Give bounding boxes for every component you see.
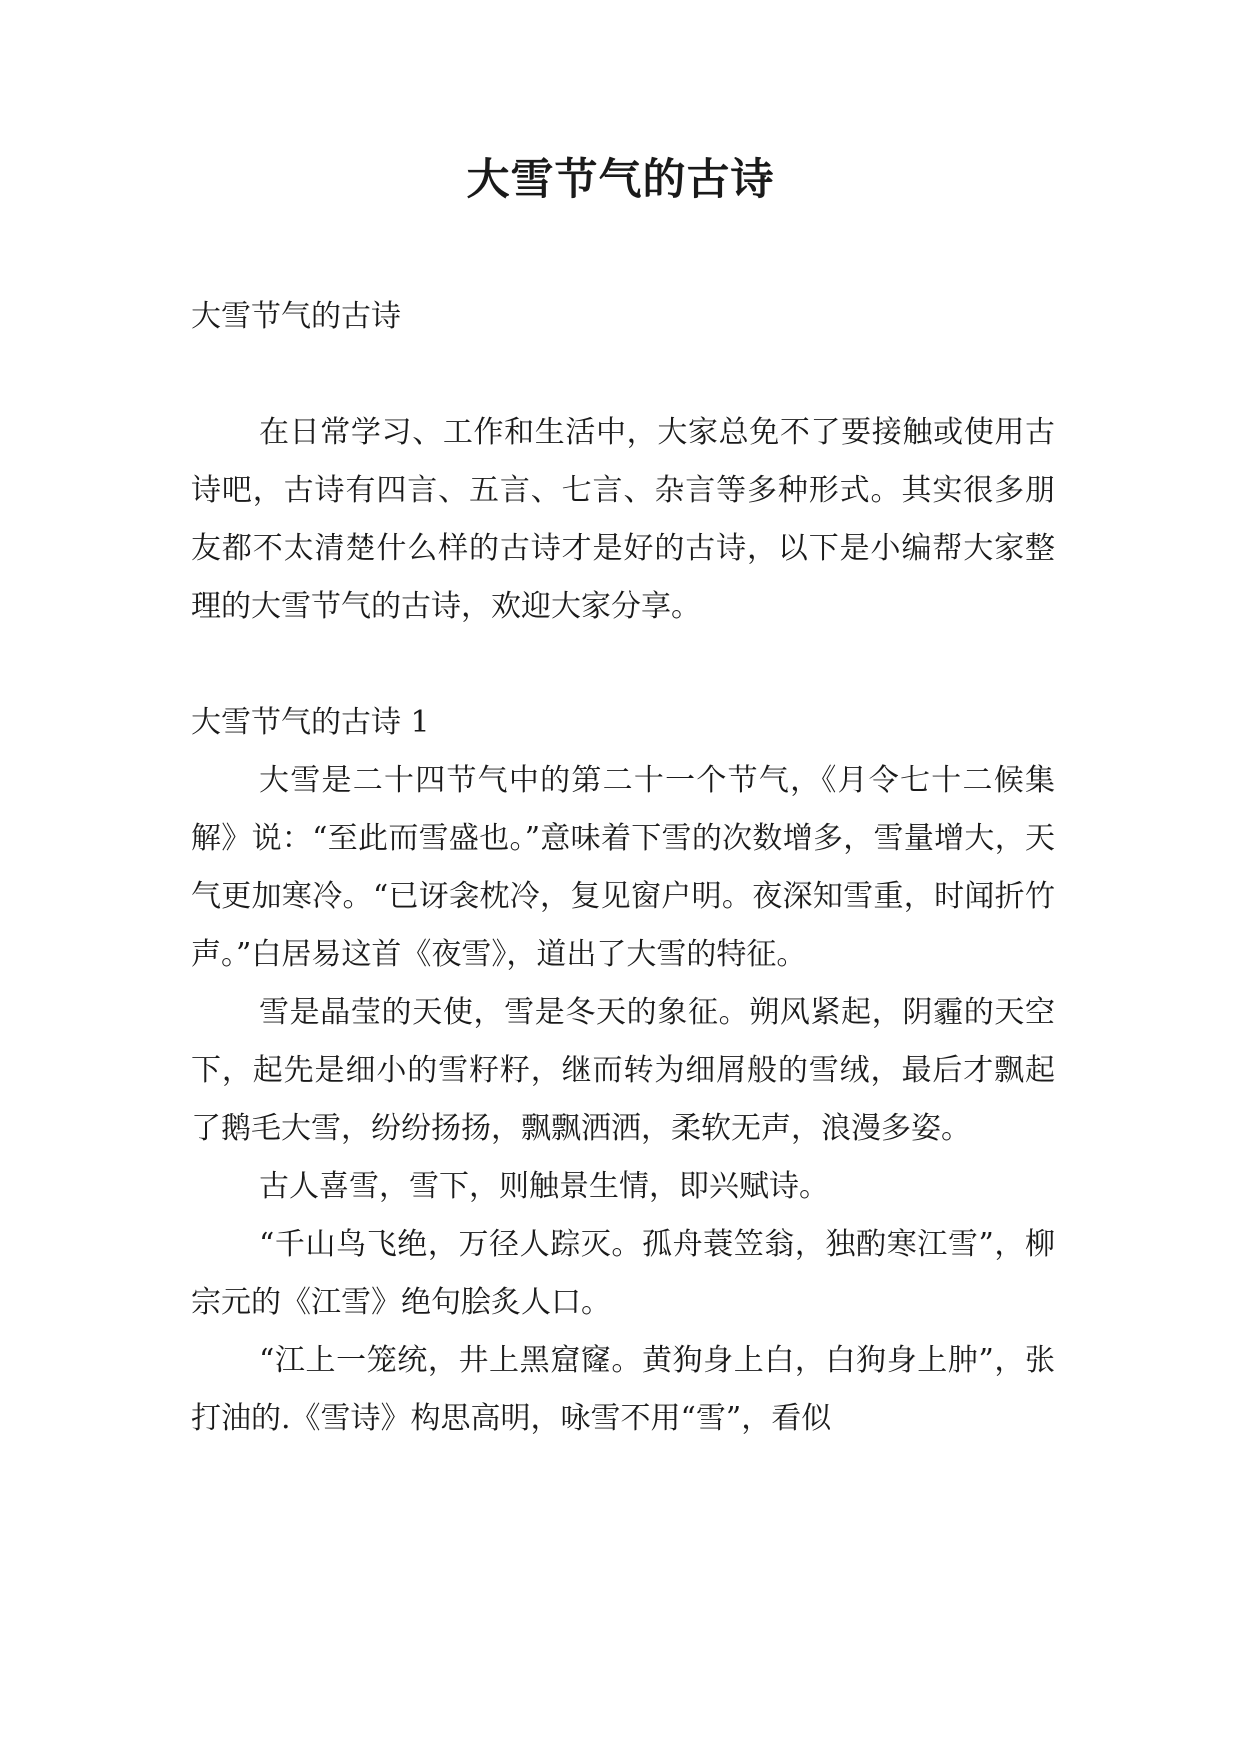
intro-paragraph: 在日常学习、工作和生活中，大家总免不了要接触或使用古诗吧，古诗有四言、五言、七言、杂言等多种形式。其实很多朋友都不太清楚什么样的古诗才是好的古诗，以下是小编帮大家整理的大雪节气的古诗，欢迎大家分享。 — [191, 415, 1055, 624]
body-paragraph: 大雪是二十四节气中的第二十一个节气，《月令七十二候集解》说：“至此而雪盛也。”意味着下雪的次数增多，雪量增大，天气更加寒冷。“已讶衾枕冷，复见窗户明。夜深知雪重，时闻折竹声。”白居易这首《夜雪》，道出了大雪的特征。 — [191, 763, 1055, 972]
body-paragraph: 雪是晶莹的天使，雪是冬天的象征。朔风紧起，阴霾的天空下，起先是细小的雪籽籽，继而转为细屑般的雪绒，最后才飘起了鹅毛大雪，纷纷扬扬，飘飘洒洒，柔软无声，浪漫多姿。 — [191, 995, 1055, 1146]
body-paragraph: 古人喜雪，雪下，则触景生情，即兴赋诗。 — [259, 1169, 829, 1204]
document-title: 大雪节气的古诗 — [466, 155, 775, 205]
body-paragraph: “千山鸟飞绝，万径人踪灭。孤舟蓑笠翁，独酌寒江雪”，柳宗元的《江雪》绝句脍炙人口。 — [191, 1227, 1055, 1320]
body-paragraph: “江上一笼统，井上黑窟窿。黄狗身上白，白狗身上肿”，张打油的.《雪诗》构思高明，咏雪不用“雪”，看似 — [191, 1343, 1055, 1436]
document-body — [191, 288, 1055, 1448]
document-subtitle: 大雪节气的古诗 — [191, 299, 401, 334]
section-heading-1: 大雪节气的古诗 1 — [191, 705, 430, 740]
